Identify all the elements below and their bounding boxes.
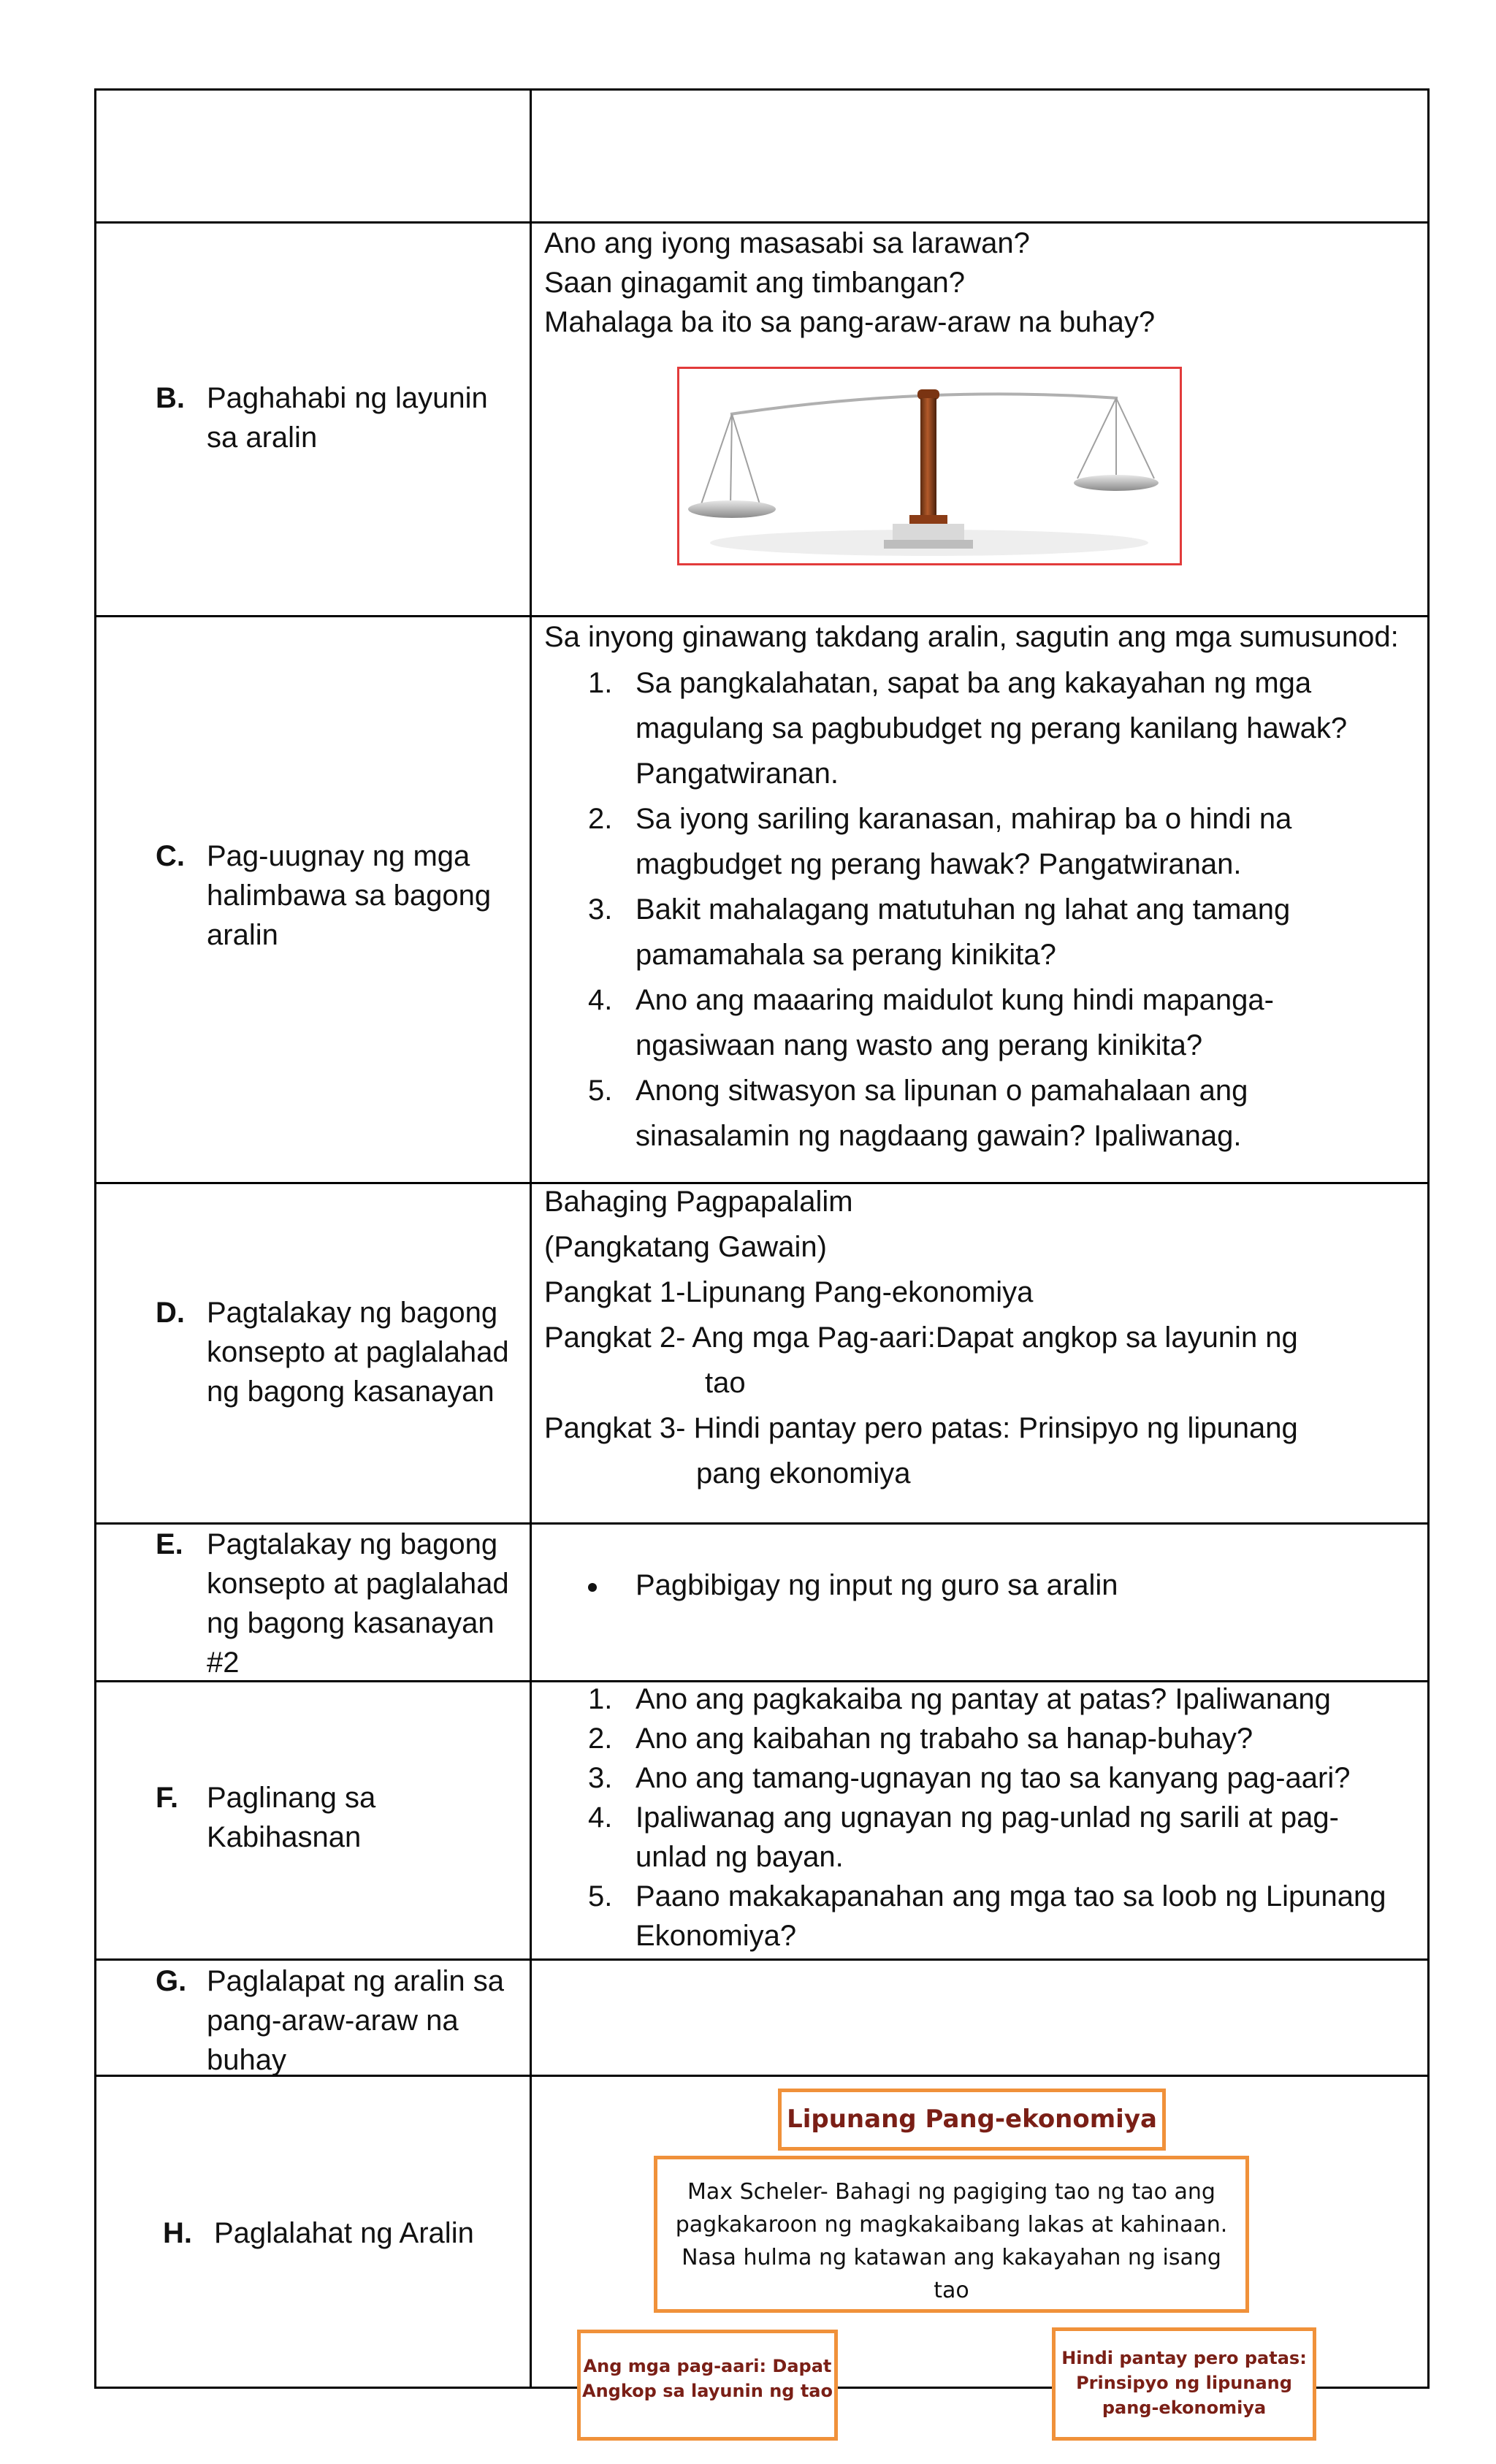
list-number: 4. bbox=[588, 1801, 613, 1834]
question-line: Saan ginagamit ang timbangan? bbox=[544, 267, 965, 299]
list-line: Ano ang tamang-ugnayan ng tao sa kanyang pag-aari? bbox=[636, 1762, 1351, 1794]
balance-scale-icon bbox=[679, 369, 1180, 563]
list-line: Sa pangkalahatan, sapat ba ang kakayahan ng mga bbox=[636, 667, 1312, 699]
list-number: 3. bbox=[588, 893, 613, 926]
row-letter: D. bbox=[156, 1297, 185, 1329]
table-border-left bbox=[94, 88, 96, 2389]
list-line: Ekonomiya? bbox=[636, 1920, 797, 1952]
diagram-right-line: Prinsipyo ng lipunang bbox=[1076, 2373, 1292, 2393]
list-line: Ano ang kaibahan ng trabaho sa hanap-buhay? bbox=[636, 1723, 1253, 1755]
content-line: (Pangkatang Gawain) bbox=[544, 1231, 827, 1263]
list-line: Pangatwiranan. bbox=[636, 758, 839, 790]
row-label-line: Paghahabi ng layunin bbox=[207, 382, 488, 414]
list-line: magulang sa pagbubudget ng perang kanilang hawak? bbox=[636, 712, 1348, 744]
list-number: 4. bbox=[588, 984, 613, 1016]
row-label-line: Paglalapat ng aralin sa bbox=[207, 1965, 504, 1997]
row-b-questions bbox=[544, 224, 1155, 342]
row-label-line: Pagtalakay ng bagong bbox=[207, 1528, 498, 1560]
row-letter: B. bbox=[156, 382, 185, 414]
row-label-line: ng bagong kasanayan bbox=[207, 1607, 495, 1639]
row-label-line: halimbawa sa bagong bbox=[207, 880, 492, 912]
table-border-top bbox=[94, 88, 1430, 91]
row-label-line: #2 bbox=[207, 1647, 240, 1679]
list-line: magbudget ng perang hawak? Pangatwiranan. bbox=[636, 848, 1242, 880]
list-number: 1. bbox=[588, 667, 613, 699]
content-line: Pangkat 3- Hindi pantay pero patas: Prinsipyo ng lipunang bbox=[544, 1412, 1298, 1444]
list-number: 1. bbox=[588, 1683, 613, 1715]
list-line: Anong sitwasyon sa lipunan o pamahalaan ang bbox=[636, 1075, 1248, 1107]
list-line: Sa iyong sariling karanasan, mahirap ba o hindi na bbox=[636, 803, 1292, 835]
content-line: tao bbox=[705, 1367, 746, 1399]
list-line: unlad ng bayan. bbox=[636, 1841, 844, 1873]
diagram-center-line: pagkakaroon ng magkakaibang lakas at kahinaan. bbox=[675, 2212, 1228, 2238]
row-label-line: konsepto at paglalahad bbox=[207, 1568, 509, 1600]
diagram-title-box bbox=[778, 2089, 1166, 2151]
list-line: Ipaliwanag ang ugnayan ng pag-unlad ng sarili at pag- bbox=[636, 1801, 1339, 1834]
column-divider bbox=[530, 88, 532, 2389]
list-number: 2. bbox=[588, 803, 613, 835]
content-line: Pangkat 2- Ang mga Pag-aari:Dapat angkop sa layunin ng bbox=[544, 1321, 1298, 1354]
list-line: Ano ang pagkakaiba ng pantay at patas? Ipaliwanang bbox=[636, 1683, 1331, 1715]
list-number: 5. bbox=[588, 1075, 613, 1107]
row-label-line: Pagtalakay ng bagong bbox=[207, 1297, 498, 1329]
list-number: 2. bbox=[588, 1723, 613, 1755]
content-line: pang ekonomiya bbox=[696, 1457, 911, 1490]
diagram-title: Lipunang Pang-ekonomiya bbox=[787, 2105, 1157, 2134]
row-label-line: Paglalahat ng Aralin bbox=[214, 2217, 474, 2249]
balance-scale-image bbox=[677, 367, 1182, 565]
row-letter: G. bbox=[156, 1965, 187, 1997]
diagram-right-box bbox=[1052, 2327, 1316, 2441]
list-line: Ano ang maaaring maidulot kung hindi mapanga- bbox=[636, 984, 1274, 1016]
row-divider bbox=[94, 1958, 1430, 1961]
diagram-center-line: Nasa hulma ng katawan ang kakayahan ng isang bbox=[682, 2245, 1221, 2270]
table-border-right bbox=[1427, 88, 1430, 2389]
list-line: pamamahala sa perang kinikita? bbox=[636, 939, 1056, 971]
content-line: Pangkat 1-Lipunang Pang-ekonomiya bbox=[544, 1276, 1034, 1308]
list-line: Bakit mahalagang matutuhan ng lahat ang tamang bbox=[636, 893, 1291, 926]
diagram-left-box bbox=[577, 2330, 838, 2441]
row-label-line: Kabihasnan bbox=[207, 1821, 362, 1853]
list-number: 3. bbox=[588, 1762, 613, 1794]
bullet-dot-icon bbox=[588, 1583, 597, 1592]
row-label-line: sa aralin bbox=[207, 422, 318, 454]
row-label-line: konsepto at paglalahad bbox=[207, 1336, 509, 1368]
diagram-right-line: pang-ekonomiya bbox=[1102, 2398, 1267, 2418]
row-letter: H. bbox=[163, 2217, 192, 2249]
row-divider bbox=[94, 1182, 1430, 1184]
row-label-line: ng bagong kasanayan bbox=[207, 1376, 495, 1408]
list-line: sinasalamin ng nagdaang gawain? Ipaliwanag. bbox=[636, 1120, 1242, 1152]
diagram-left-line: Angkop sa layunin ng tao bbox=[582, 2381, 833, 2401]
list-line: ngasiwaan nang wasto ang perang kinikita? bbox=[636, 1029, 1203, 1061]
diagram-center-line: Max Scheler- Bahagi ng pagiging tao ng tao ang bbox=[687, 2179, 1216, 2205]
question-line: Mahalaga ba ito sa pang-araw-araw na buhay? bbox=[544, 306, 1156, 338]
list-number: 5. bbox=[588, 1880, 613, 1912]
row-label-line: buhay bbox=[207, 2044, 286, 2076]
row-c-intro: Sa inyong ginawang takdang aralin, sagutin ang mga sumusunod: bbox=[544, 621, 1399, 653]
row-label-line: Paglinang sa bbox=[207, 1782, 376, 1814]
diagram-right-line: Hindi pantay pero patas: bbox=[1061, 2348, 1307, 2368]
question-line: Ano ang iyong masasabi sa larawan? bbox=[544, 227, 1030, 259]
row-label-line: aralin bbox=[207, 919, 278, 951]
list-line: Paano makakapanahan ang mga tao sa loob ng Lipunang bbox=[636, 1880, 1386, 1912]
row-label-line: Pag-uugnay ng mga bbox=[207, 840, 470, 872]
diagram-center-line: tao bbox=[934, 2278, 969, 2303]
row-letter: F. bbox=[156, 1782, 179, 1814]
diagram-left-line: Ang mga pag-aari: Dapat bbox=[583, 2356, 832, 2376]
bullet-text: Pagbibigay ng input ng guro sa aralin bbox=[636, 1569, 1118, 1601]
row-letter: C. bbox=[156, 840, 185, 872]
row-letter: E. bbox=[156, 1528, 183, 1560]
diagram-center-box bbox=[654, 2156, 1249, 2313]
content-line: Bahaging Pagpapalalim bbox=[544, 1186, 853, 1218]
row-label-line: pang-araw-araw na bbox=[207, 2005, 459, 2037]
